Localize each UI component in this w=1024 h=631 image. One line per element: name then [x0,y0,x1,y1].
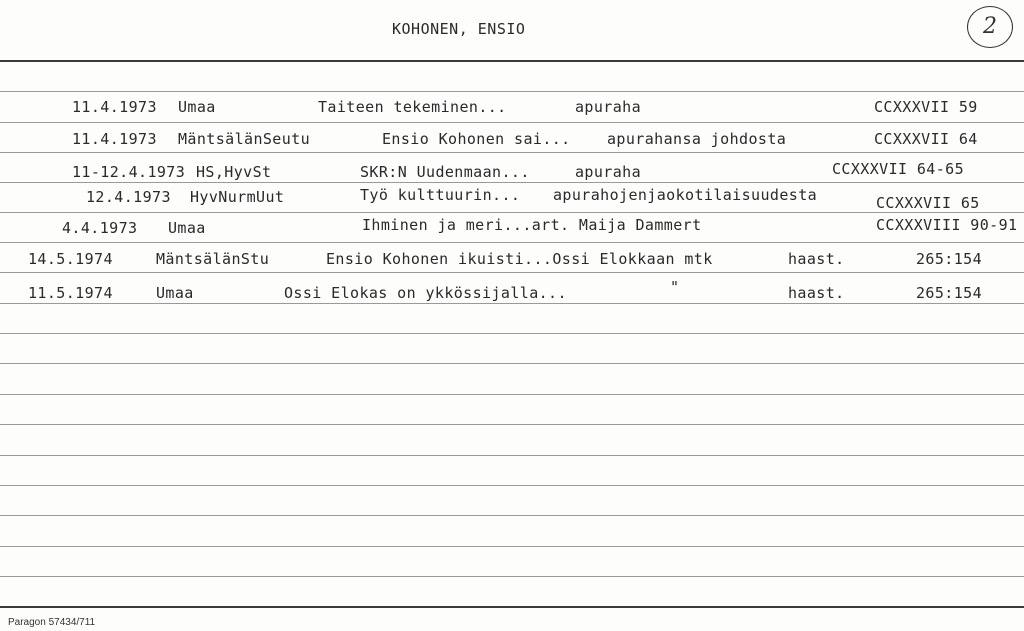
entry-source: HyvNurmUut [190,188,285,206]
entry-date: 11-12.4.1973 [72,163,186,181]
bottom-rule [0,606,1024,608]
ruled-line [0,363,1024,364]
entry-note: apurahojenjaokotilaisuudesta [553,186,818,204]
entry-title: Ihminen ja meri...art. Maija Dammert [362,216,702,234]
entry-date: 11.4.1973 [72,130,157,148]
header-rule [0,60,1024,62]
entry-source: HS,HyvSt [196,163,272,181]
entry-ref: CCXXXVII 64-65 [832,160,965,178]
entry-note: apuraha [575,163,642,181]
ruled-line [0,576,1024,577]
ruled-line [0,182,1024,183]
entry-ref: CCXXXVIII 90-91 [876,216,1018,234]
entry-source: Umaa [168,219,206,237]
ruled-line [0,424,1024,425]
ruled-line [0,485,1024,486]
entry-title: Työ kulttuurin... [360,186,521,204]
card-title: KOHONEN, ENSIO [392,20,526,38]
entry-source: MäntsälänStu [156,250,270,268]
entry-ref: CCXXXVII 64 [874,130,978,148]
ruled-line [0,455,1024,456]
ruled-line [0,152,1024,153]
entry-note: haast. [788,250,845,268]
ruled-line [0,333,1024,334]
entry-source: Umaa [178,98,216,116]
entry-title: Taiteen tekeminen... [318,98,507,116]
entry-date: 4.4.1973 [62,219,138,237]
entry-ref: CCXXXVII 65 [876,194,980,212]
entry-ref: 265:154 [916,284,983,302]
ruled-line [0,303,1024,304]
entry-date: 12.4.1973 [86,188,171,206]
entry-title: SKR:N Uudenmaan... [360,163,530,181]
entry-source: MäntsälänSeutu [178,130,311,148]
ruled-line [0,91,1024,92]
card-footer: Paragon 57434/711 [8,617,96,628]
card-number: 2 [967,6,1013,48]
entry-source: Umaa [156,284,194,302]
ruled-line [0,394,1024,395]
entry-title: Ossi Elokas on ykkössijalla... [284,284,567,302]
ditto-mark: " [670,278,680,296]
entry-date: 11.4.1973 [72,98,157,116]
ruled-line [0,122,1024,123]
entry-ref: 265:154 [916,250,983,268]
entry-date: 14.5.1974 [28,250,113,268]
ruled-line [0,546,1024,547]
ruled-line [0,242,1024,243]
entry-title: Ensio Kohonen ikuisti...Ossi Elokkaan mtk [326,250,713,268]
ruled-line [0,212,1024,213]
entry-note: apuraha [575,98,642,116]
entry-ref: CCXXXVII 59 [874,98,978,116]
entry-note: apurahansa johdosta [607,130,787,148]
entry-title: Ensio Kohonen sai... [382,130,571,148]
entry-note: haast. [788,284,845,302]
entry-date: 11.5.1974 [28,284,113,302]
ruled-line [0,515,1024,516]
ruled-line [0,272,1024,273]
